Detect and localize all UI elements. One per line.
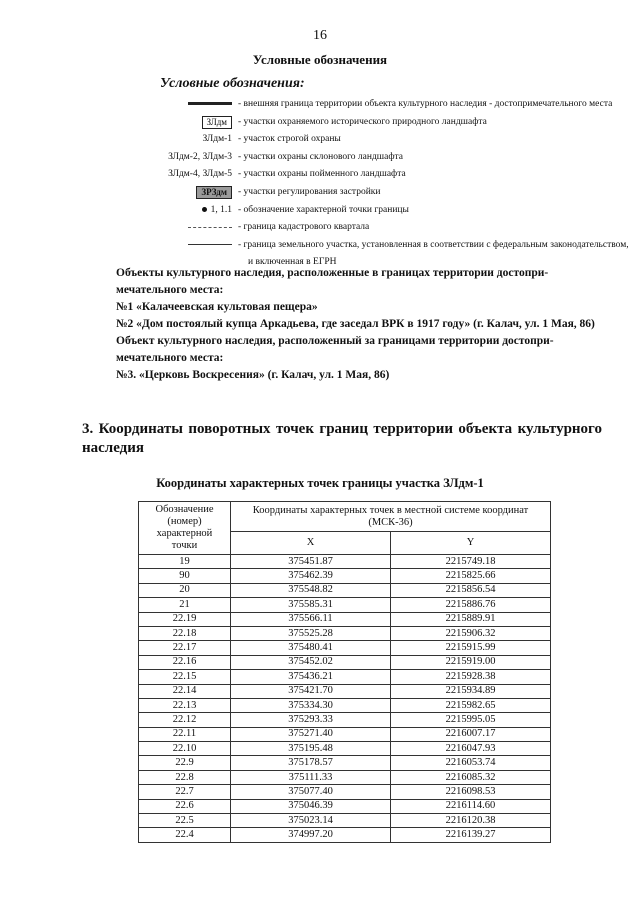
cell-y: 2216047.93 bbox=[391, 742, 551, 756]
table-row bbox=[139, 814, 551, 828]
cell-x: 375023.14 bbox=[231, 814, 391, 828]
cell-y: 2215889.91 bbox=[391, 612, 551, 626]
cell-point: 22.8 bbox=[139, 770, 231, 784]
cell-x: 375451.87 bbox=[231, 555, 391, 569]
legend-text: - участки охраны склонового ландшафта bbox=[238, 151, 403, 162]
legend-text: и включенная в ЕГРН bbox=[248, 257, 337, 268]
cell-x: 375334.30 bbox=[231, 698, 391, 712]
cell-point: 22.11 bbox=[139, 727, 231, 741]
cell-x: 375271.40 bbox=[231, 727, 391, 741]
point-dot-icon bbox=[202, 207, 207, 212]
cell-point: 22.15 bbox=[139, 670, 231, 684]
legend-symbol: ЗЛдм-4, ЗЛдм-5 bbox=[168, 169, 232, 180]
legend-symbol bbox=[202, 204, 232, 216]
cell-x: 375293.33 bbox=[231, 713, 391, 727]
cell-point: 22.7 bbox=[139, 785, 231, 799]
legend-text: - граница земельного участка, установленная в соответствии с федеральным законодательством, bbox=[238, 239, 629, 250]
cell-point: 90 bbox=[139, 569, 231, 583]
legend-text: - граница кадастрового квартала bbox=[238, 222, 370, 233]
legend-title: Условные обозначения: bbox=[160, 76, 305, 91]
cell-x: 375046.39 bbox=[231, 799, 391, 813]
col-header-x: X bbox=[231, 532, 391, 555]
cell-x: 375585.31 bbox=[231, 598, 391, 612]
legend-symbol-text: 1, 1.1 bbox=[210, 204, 232, 215]
cell-point: 22.14 bbox=[139, 684, 231, 698]
table-row bbox=[139, 713, 551, 727]
cell-x: 375178.57 bbox=[231, 756, 391, 770]
cell-y: 2216098.53 bbox=[391, 785, 551, 799]
cell-x: 375525.28 bbox=[231, 626, 391, 640]
legend-header: Условные обозначения bbox=[252, 52, 388, 67]
table-row bbox=[139, 641, 551, 655]
page-number: 16 bbox=[313, 28, 327, 43]
table-title: Координаты характерных точек границы участка ЗЛдм-1 bbox=[156, 476, 484, 490]
table-row bbox=[139, 555, 551, 569]
cell-x: 375195.48 bbox=[231, 742, 391, 756]
legend-box-symbol: ЗРЗдм bbox=[196, 186, 232, 199]
cell-y: 2215856.54 bbox=[391, 583, 551, 597]
cell-y: 2215915.99 bbox=[391, 641, 551, 655]
cell-y: 2216007.17 bbox=[391, 727, 551, 741]
legend-line-symbol bbox=[188, 227, 232, 228]
table-row bbox=[139, 569, 551, 583]
object-item-1: №1 «Калачеевская культовая пещера» bbox=[116, 301, 318, 313]
object-item-2: №2 «Дом постоялый купца Аркадьева, где заседал ВРК в 1917 году» (г. Калач, ул. 1 Мая, 86) bbox=[116, 318, 595, 330]
cell-y: 2215934.89 bbox=[391, 684, 551, 698]
table-row bbox=[139, 756, 551, 770]
cell-y: 2215906.32 bbox=[391, 626, 551, 640]
coordinates-table-body bbox=[139, 555, 551, 843]
table-row bbox=[139, 583, 551, 597]
legend-symbol: ЗЛдм-1 bbox=[202, 134, 232, 145]
cell-y: 2215995.05 bbox=[391, 713, 551, 727]
heritage-objects-block bbox=[116, 265, 596, 384]
cell-x: 375436.21 bbox=[231, 670, 391, 684]
legend-text: - внешняя граница территории объекта культурного наследия - достопримечательного места bbox=[238, 99, 613, 109]
cell-y: 2215749.18 bbox=[391, 555, 551, 569]
legend-text: - участки регулирования застройки bbox=[238, 187, 381, 197]
cell-x: 375077.40 bbox=[231, 785, 391, 799]
table-row bbox=[139, 670, 551, 684]
legend-text: - участок строгой охраны bbox=[238, 134, 341, 145]
cell-y: 2216053.74 bbox=[391, 756, 551, 770]
cell-y: 2215919.00 bbox=[391, 655, 551, 669]
cell-x: 375548.82 bbox=[231, 583, 391, 597]
objects-inside-heading: Объекты культурного наследия, расположенные в границах территории достопри-мечательного места: bbox=[116, 267, 549, 296]
table-row bbox=[139, 727, 551, 741]
legend-symbol bbox=[196, 186, 232, 199]
cell-point: 22.4 bbox=[139, 828, 231, 842]
objects-outside-heading: Объект культурного наследия, расположенный за границами территории достопри-мечательного места: bbox=[116, 335, 554, 364]
legend-text: - участки охраняемого исторического природного ландшафта bbox=[238, 116, 487, 127]
section-title: 3. Координаты поворотных точек границ территории объекта культурного наследия bbox=[82, 421, 602, 456]
cell-point: 22.18 bbox=[139, 626, 231, 640]
cell-point: 22.6 bbox=[139, 799, 231, 813]
table-row bbox=[139, 828, 551, 842]
table-row bbox=[139, 799, 551, 813]
legend-box-symbol: ЗЛдм bbox=[202, 116, 233, 129]
legend-line-symbol bbox=[188, 244, 232, 245]
cell-point: 21 bbox=[139, 598, 231, 612]
cell-point: 22.19 bbox=[139, 612, 231, 626]
legend-line-symbol bbox=[188, 102, 232, 105]
table-row bbox=[139, 612, 551, 626]
coordinates-table bbox=[138, 501, 551, 843]
table-row bbox=[139, 598, 551, 612]
cell-point: 19 bbox=[139, 555, 231, 569]
cell-y: 2215928.38 bbox=[391, 670, 551, 684]
cell-x: 375462.39 bbox=[231, 569, 391, 583]
col-header-coordinates: Координаты характерных точек в местной системе координат (МСК-36) bbox=[231, 502, 551, 532]
legend-symbol: ЗЛдм-2, ЗЛдм-3 bbox=[168, 151, 232, 162]
cell-point: 22.5 bbox=[139, 814, 231, 828]
legend-symbol bbox=[188, 221, 232, 233]
cell-point: 22.10 bbox=[139, 742, 231, 756]
cell-y: 2216085.32 bbox=[391, 770, 551, 784]
table-row bbox=[139, 698, 551, 712]
col-header-y: Y bbox=[391, 532, 551, 555]
table-row bbox=[139, 684, 551, 698]
cell-y: 2216114.60 bbox=[391, 799, 551, 813]
legend-symbol bbox=[188, 239, 232, 251]
cell-x: 374997.20 bbox=[231, 828, 391, 842]
cell-x: 375452.02 bbox=[231, 655, 391, 669]
cell-y: 2216139.27 bbox=[391, 828, 551, 842]
cell-y: 2215982.65 bbox=[391, 698, 551, 712]
object-item-3: №3. «Церковь Воскресения» (г. Калач, ул. 1 Мая, 86) bbox=[116, 369, 390, 381]
table-row bbox=[139, 742, 551, 756]
cell-point: 22.16 bbox=[139, 655, 231, 669]
cell-point: 22.13 bbox=[139, 698, 231, 712]
legend-symbol bbox=[188, 98, 232, 110]
table-row bbox=[139, 785, 551, 799]
cell-point: 22.12 bbox=[139, 713, 231, 727]
legend-symbol bbox=[202, 116, 233, 129]
table-row bbox=[139, 770, 551, 784]
cell-x: 375480.41 bbox=[231, 641, 391, 655]
cell-y: 2215825.66 bbox=[391, 569, 551, 583]
table-row bbox=[139, 655, 551, 669]
cell-y: 2215886.76 bbox=[391, 598, 551, 612]
col-header-point: Обозначение (номер) характерной точки bbox=[139, 502, 231, 555]
cell-point: 22.9 bbox=[139, 756, 231, 770]
cell-y: 2216120.38 bbox=[391, 814, 551, 828]
cell-point: 20 bbox=[139, 583, 231, 597]
cell-x: 375566.11 bbox=[231, 612, 391, 626]
table-row bbox=[139, 626, 551, 640]
cell-x: 375111.33 bbox=[231, 770, 391, 784]
legend-text: - обозначение характерной точки границы bbox=[238, 204, 409, 215]
legend-text: - участки охраны пойменного ландшафта bbox=[238, 169, 406, 180]
cell-x: 375421.70 bbox=[231, 684, 391, 698]
cell-point: 22.17 bbox=[139, 641, 231, 655]
